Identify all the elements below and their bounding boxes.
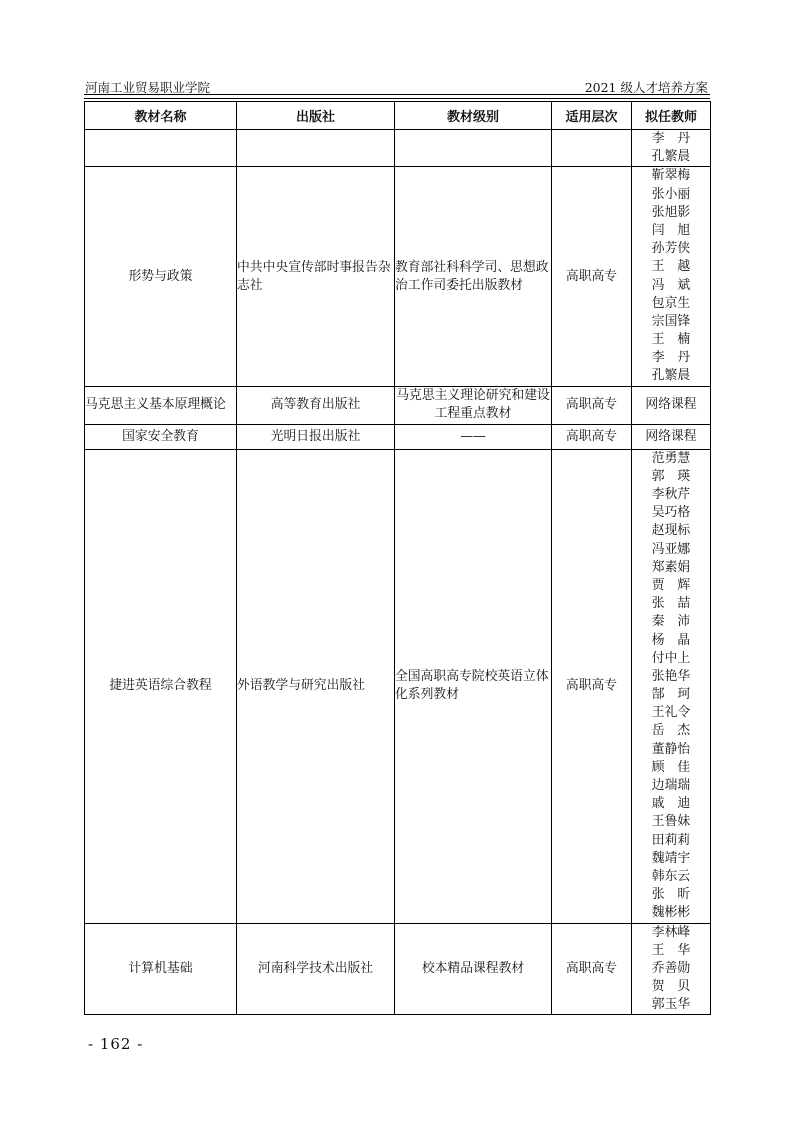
cell-textbook-name: 马克思主义基本原理概论 — [85, 386, 237, 424]
teacher-name: 秦 沛 — [651, 614, 691, 630]
teacher-name: 张旭影 — [651, 204, 691, 220]
teacher-name: 冯亚娜 — [651, 541, 691, 557]
cell-tier: 高职高专 — [552, 167, 632, 386]
cell-teachers — [632, 449, 711, 923]
cell-level — [395, 130, 552, 167]
teacher-name: 边瑞瑞 — [651, 778, 691, 793]
cell-level: 教育部社科科学司、思想政治工作司委托出版教材 — [395, 167, 552, 386]
cell-tier: 高职高专 — [552, 386, 632, 424]
col-header-publisher: 出版社 — [237, 102, 395, 130]
teacher-name: 宗国锋 — [651, 313, 691, 329]
teacher-name: 魏靖宇 — [651, 850, 691, 866]
teacher-name: 李 丹 — [651, 350, 691, 366]
table-row — [85, 424, 711, 449]
cell-level: 全国高职高专院校英语立体化系列教材 — [395, 449, 552, 923]
table-row — [85, 923, 711, 1015]
teacher-name: 吴巧格 — [651, 505, 691, 521]
teacher-name: 魏彬彬 — [651, 905, 691, 921]
teacher-name: 王礼令 — [651, 705, 691, 721]
teacher-name: 靳翠梅 — [651, 168, 691, 184]
cell-publisher — [237, 130, 395, 167]
header-plan-title: 2021 级人才培养方案 — [584, 80, 708, 95]
col-header-level: 教材级别 — [395, 102, 552, 130]
cell-level: —— — [395, 424, 552, 449]
cell-publisher: 光明日报出版社 — [237, 424, 395, 449]
cell-teachers: 网络课程 — [632, 424, 711, 449]
teacher-name: 韩东云 — [651, 868, 691, 884]
teacher-name: 郭玉华 — [651, 997, 691, 1013]
cell-level: 校本精品课程教材 — [395, 923, 552, 1015]
col-header-tier: 适用层次 — [552, 102, 632, 130]
cell-publisher: 外语教学与研究出版社 — [237, 449, 395, 923]
teacher-name: 王 楠 — [651, 332, 691, 348]
teacher-name: 乔善勋 — [651, 960, 691, 976]
cell-publisher: 高等教育出版社 — [237, 386, 395, 424]
textbook-table — [84, 101, 711, 1015]
teacher-name: 王 华 — [651, 942, 691, 958]
teacher-name: 张 喆 — [651, 596, 691, 612]
col-header-teachers: 拟任教师 — [632, 102, 711, 130]
teacher-name: 张艳华 — [651, 668, 691, 684]
cell-publisher: 中共中央宣传部时事报告杂志社 — [237, 167, 395, 386]
teacher-name: 戚 迪 — [651, 796, 691, 812]
teacher-name: 李林峰 — [651, 924, 691, 940]
teacher-name: 李秋芹 — [651, 487, 691, 502]
table-row — [85, 449, 711, 923]
teacher-name: 孔繁晨 — [651, 149, 691, 165]
cell-tier: 高职高专 — [552, 449, 632, 923]
teacher-name: 王鲁妹 — [651, 814, 691, 830]
teacher-name: 田莉莉 — [651, 832, 691, 848]
cell-level: 马克思主义理论研究和建设工程重点教材 — [395, 386, 552, 424]
table-header-row — [85, 102, 711, 130]
cell-tier: 高职高专 — [552, 923, 632, 1015]
cell-teachers — [632, 130, 711, 167]
table-row — [85, 167, 711, 386]
cell-teachers — [632, 167, 711, 386]
header-rule-thick — [84, 94, 710, 95]
teacher-name: 孙芳侠 — [651, 241, 691, 257]
teacher-name: 贺 贝 — [651, 979, 691, 995]
cell-textbook-name: 形势与政策 — [85, 167, 237, 386]
cell-textbook-name — [85, 130, 237, 167]
teacher-name: 王 越 — [651, 259, 691, 275]
teacher-name: 包京生 — [651, 295, 691, 311]
cell-tier: 高职高专 — [552, 424, 632, 449]
cell-publisher: 河南科学技术出版社 — [237, 923, 395, 1015]
teacher-name: 赵现标 — [651, 523, 691, 539]
teacher-name: 董静怡 — [651, 741, 691, 757]
teacher-name: 孔繁晨 — [651, 368, 691, 384]
teacher-name: 张小丽 — [651, 186, 691, 202]
teacher-name: 岳 杰 — [651, 723, 691, 739]
table-row — [85, 130, 711, 167]
header-school-name: 河南工业贸易职业学院 — [85, 80, 211, 95]
cell-textbook-name: 捷进英语综合教程 — [85, 449, 237, 923]
teacher-name: 郜 珂 — [651, 687, 691, 703]
teacher-name: 顾 佳 — [651, 759, 691, 775]
page-number: - 162 - — [88, 1035, 144, 1053]
table-row — [85, 386, 711, 424]
header-rule-thin — [84, 98, 710, 99]
teacher-name: 李 丹 — [651, 131, 691, 146]
teacher-name: 郑素娟 — [651, 559, 691, 575]
cell-teachers: 网络课程 — [632, 386, 711, 424]
cell-textbook-name: 计算机基础 — [85, 923, 237, 1015]
teacher-name: 冯 斌 — [651, 277, 691, 293]
teacher-name: 付中上 — [651, 650, 691, 666]
cell-tier — [552, 130, 632, 167]
col-header-textbook-name: 教材名称 — [85, 102, 237, 130]
teacher-name: 闫 旭 — [651, 222, 691, 238]
teacher-name: 杨 晶 — [651, 632, 691, 648]
teacher-name: 贾 辉 — [651, 577, 691, 593]
cell-textbook-name: 国家安全教育 — [85, 424, 237, 449]
teacher-name: 郭 瑛 — [651, 468, 691, 484]
teacher-name: 张 昕 — [651, 887, 691, 903]
teacher-name: 范勇慧 — [651, 450, 691, 466]
cell-teachers — [632, 923, 711, 1015]
